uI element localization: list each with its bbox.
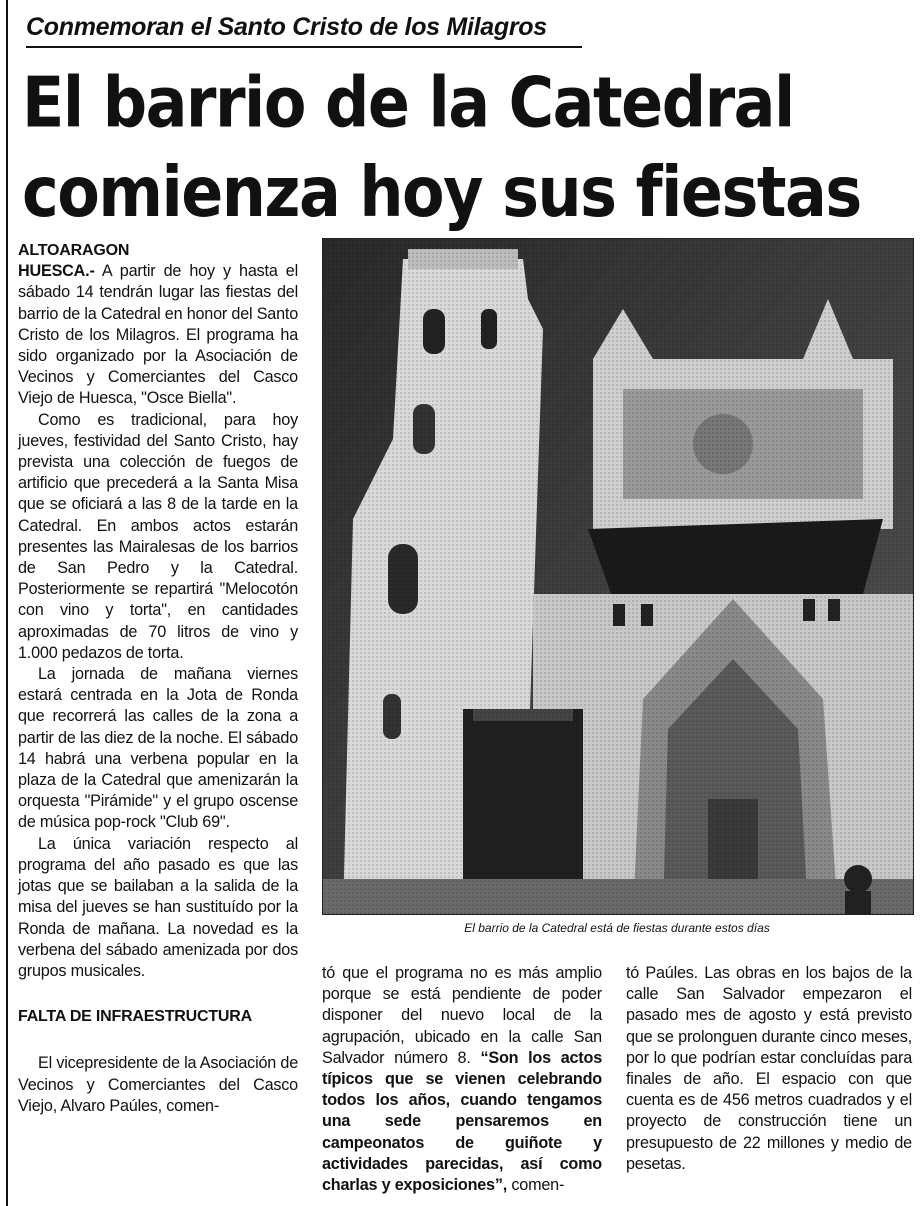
paragraph-5-end-a: comen- (511, 1176, 565, 1195)
quote: “Son los actos típicos que se vienen celebrando todos los años, cuando tengamos una sede pensaremos en campeonatos de guiñote y actividades parecidas, así como charlas y exposiciones”, (322, 1048, 602, 1195)
city-dateline: HUESCA.- (18, 262, 95, 281)
paragraph-5-end (626, 963, 912, 1175)
headline-line-1: El barrio de la Catedral (22, 61, 794, 144)
article-column-1 (18, 240, 298, 1117)
photo-caption: El barrio de la Catedral está de fiestas durante estos días (464, 921, 770, 935)
paragraph-1-text: A partir de hoy y hasta el sábado 14 tendrán lugar las fiestas del barrio de la Catedral en honor del Santo Cristo de los Milagros. El programa ha sido organizado por la Asociación de Vecinos y Comerciantes del Casco Viejo de Huesca, "Osce Biella". (18, 262, 299, 408)
headline (22, 58, 912, 237)
left-column-rule (6, 0, 8, 1206)
paragraph-5-start (18, 1053, 298, 1117)
paragraph-2: Como es tradicional, para hoy jueves, festividad del Santo Cristo, hay prevista una colección de fuegos de artificio que precederá a la Santa Misa que se oficiará a las 8 de la tarde en la Catedral. En ambos actos estarán presentes las Mairalesas de los barrios de San Pedro y la Catedral. Posteriormente se repartirá "Melocotón con vino y torta", en cantidades aproximadas de 70 litros de vino y 1.000 pedazos de torta. (18, 410, 298, 662)
agency-credit: ALTOARAGON (18, 242, 130, 259)
kicker: Conmemoran el Santo Cristo de los Milagros (26, 12, 582, 48)
paragraph-1 (18, 261, 298, 409)
paragraph-5-end-b: tó Paúles. (626, 964, 698, 982)
paragraph-6: Las obras en los bajos de la calle San Salvador empezaron el pasado mes de agosto y está previsto que se prolonguen durante cinco meses, por lo que podrían estar concluídas para finales de año. El espacio con que cuenta es de 456 metros cuadrados y el proyecto de construcción tiene un presupuesto de 22 millones y medio de pesetas. (626, 964, 912, 1173)
section-subhead: FALTA DE INFRAESTRUCTURA (18, 1008, 252, 1026)
paragraph-4: La única variación respecto al programa del año pasado es que las jotas que se bailaban a la salida de la misa del jueves se han sustituído por la Ronda de mañana. La novedad es la verbena del sábado amenizada por dos grupos musicales. (18, 834, 298, 980)
cathedral-photo (322, 238, 914, 915)
cathedral-illustration (323, 239, 913, 914)
paragraph-3: La jornada de mañana viernes estará centrada en la Jota de Ronda que recorrerá las calles de la zona a partir de las diez de la noche. El sábado 14 habrá una verbena popular en la plaza de la Catedral que amenizarán la orquesta "Pirámide" y el grupo oscense de música pop-rock "Club 69". (18, 665, 298, 832)
article-column-3 (626, 963, 912, 1175)
paragraph-5-part-a: El vicepresidente de la Asociación de Vecinos y Comerciantes del Casco Viejo, Alvaro Paúles, comen- (18, 1054, 298, 1115)
paragraph-5-cont (322, 963, 602, 1196)
article-column-2 (322, 963, 602, 1196)
paragraph-5-part-b: tó que el programa no es más amplio porque se está pendiente de poder disponer del nuevo local de la agrupación, ubicado en la calle San Salvador número 8. (322, 964, 602, 1067)
headline-line-2: comienza hoy sus fiestas (22, 150, 861, 233)
